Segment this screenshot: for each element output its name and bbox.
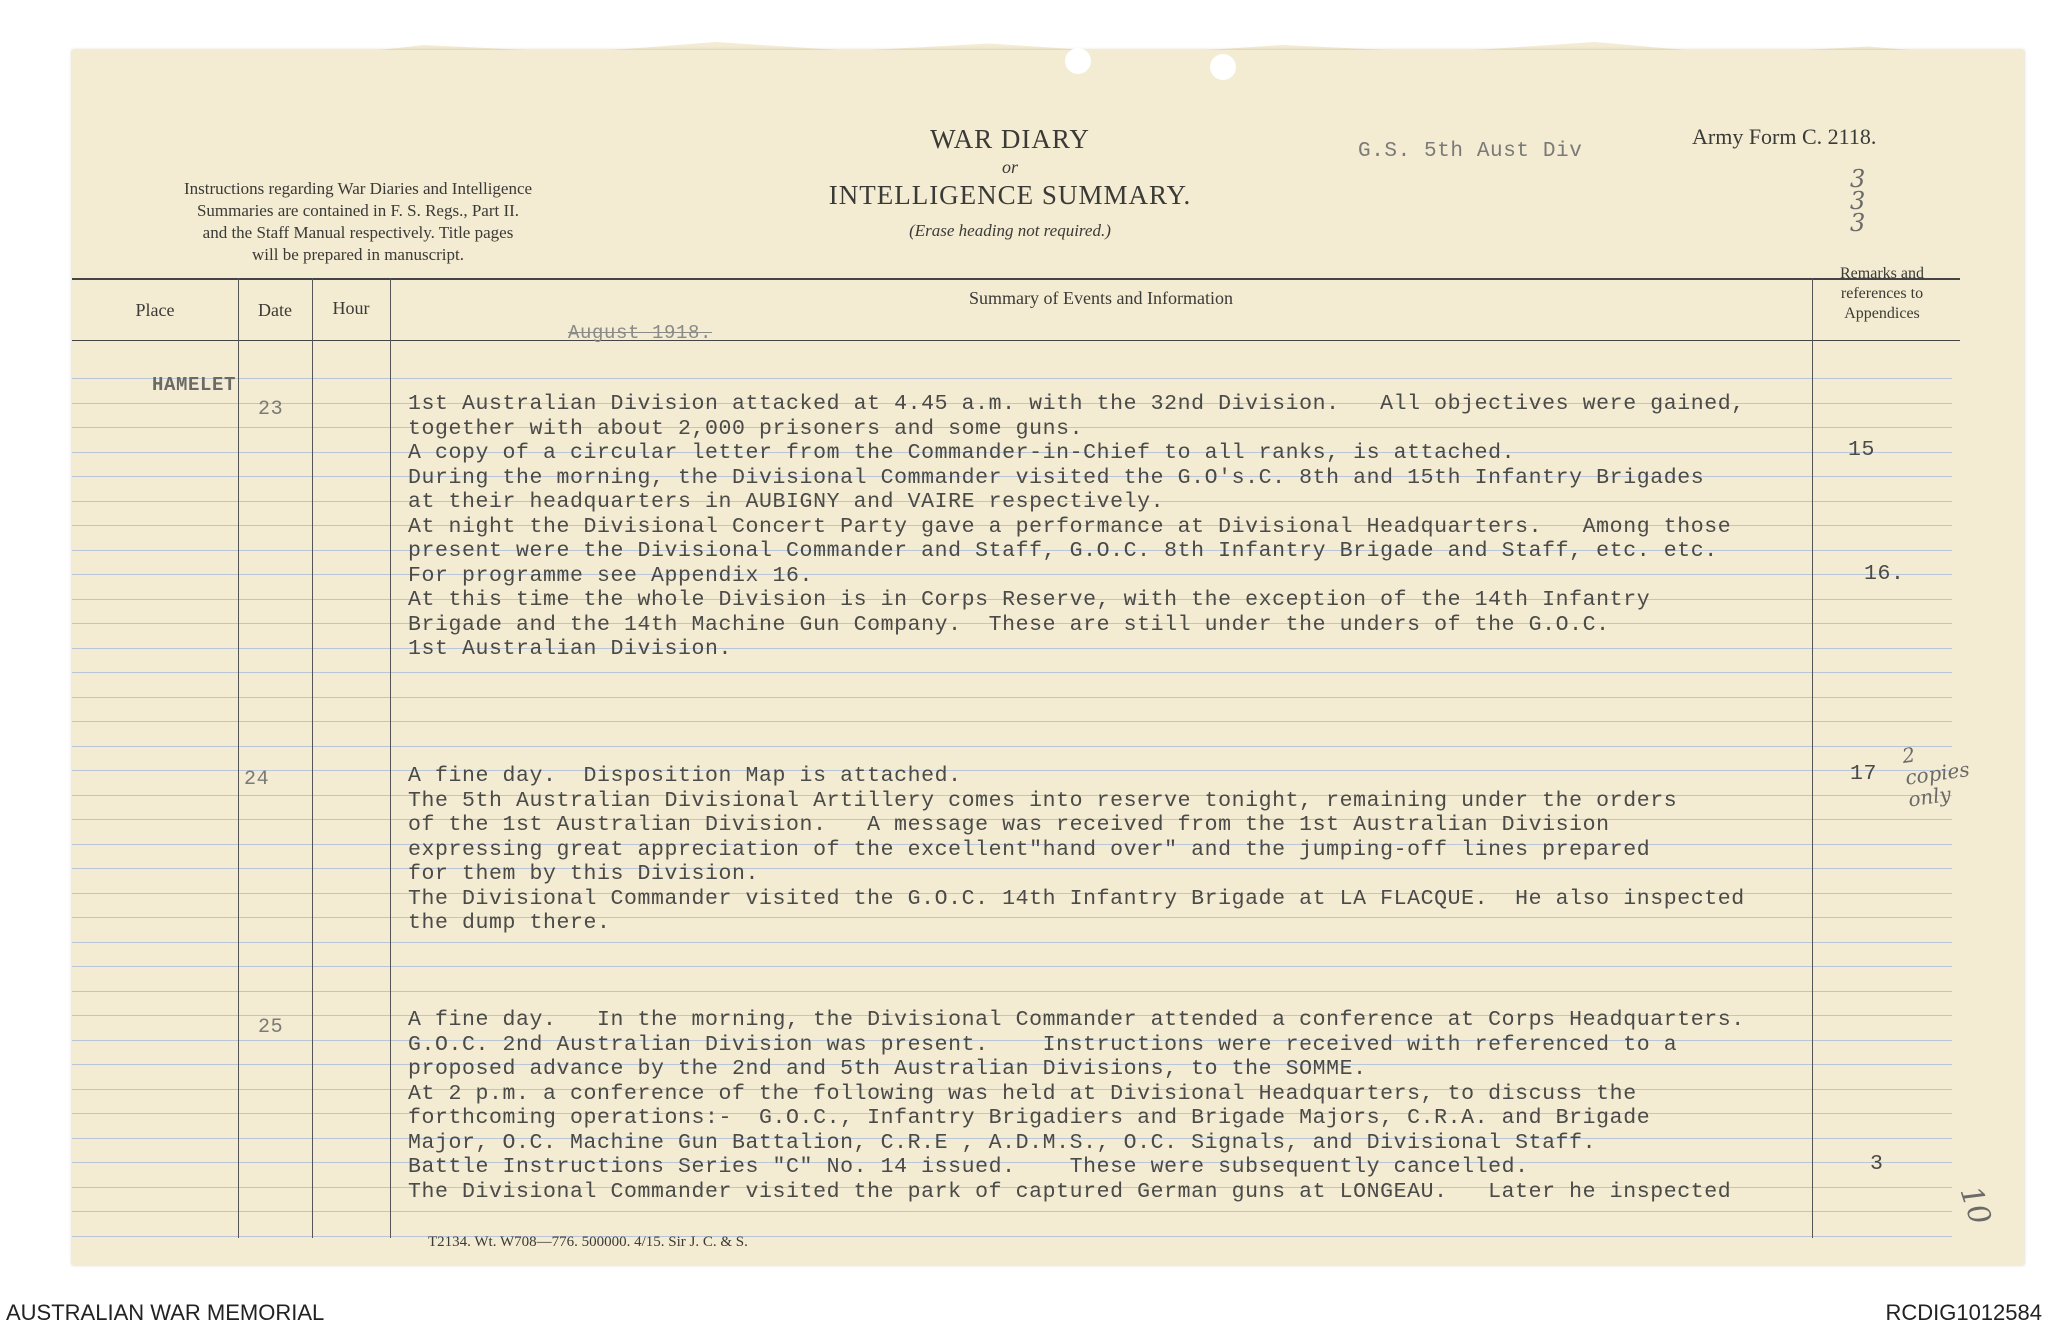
ruled-line bbox=[72, 378, 1952, 379]
instructions-line: Instructions regarding War Diaries and Intelligence bbox=[183, 179, 533, 198]
unit-stamp: G.S. 5th Aust Div bbox=[1358, 140, 1583, 163]
entry-line: proposed advance by the 2nd and 5th Australian Divisions, to the SOMME. bbox=[408, 1057, 1367, 1081]
entry-line: expressing great appreciation of the excellent"hand over" and the jumping-off lines prepared bbox=[408, 837, 1651, 862]
entry-line: 1st Australian Division attacked at 4.45 a.m. with the 32nd Division. All objectives were gained, bbox=[408, 392, 1745, 416]
entry-line: forthcoming operations:- G.O.C., Infantry Brigadiers and Brigade Majors, C.R.A. and Brigade bbox=[408, 1106, 1651, 1130]
entry-date: 25 bbox=[258, 1016, 284, 1039]
title-intelligence-summary: INTELLIGENCE SUMMARY. bbox=[828, 180, 1192, 210]
handwritten-note: 2 copies only bbox=[1900, 742, 1971, 812]
entry-line: The Divisional Commander visited the G.O.C. 14th Infantry Brigade at LA FLACQUE. He also inspected bbox=[408, 886, 1745, 911]
month-heading: August 1918. bbox=[568, 322, 713, 344]
page-mark: 3 3 3 bbox=[1850, 165, 1866, 237]
title-war-diary: WAR DIARY bbox=[930, 124, 1090, 154]
entry-line: G.O.C. 2nd Australian Division was present. Instructions were received with referenced to a bbox=[408, 1032, 1678, 1057]
ruled-line bbox=[72, 942, 1952, 943]
ruled-line bbox=[72, 746, 1952, 747]
ruled-line bbox=[72, 1236, 1952, 1237]
entry-line: During the morning, the Divisional Commander visited the G.O's.C. 8th and 15th Infantry Brigades bbox=[408, 465, 1705, 490]
ruled-line bbox=[72, 991, 1952, 992]
title-or: or bbox=[1001, 157, 1018, 177]
ruled-line bbox=[72, 721, 1952, 722]
punch-hole bbox=[1065, 48, 1091, 74]
entry-line: A fine day. In the morning, the Divisional Commander attended a conference at Corps Headquarters. bbox=[408, 1008, 1745, 1032]
appendix-reference: 16. bbox=[1864, 562, 1905, 586]
printer-imprint: T2134. Wt. W708—776. 500000. 4/15. Sir J. C. & S. bbox=[428, 1234, 748, 1250]
footer-source: AUSTRALIAN WAR MEMORIAL bbox=[6, 1300, 325, 1325]
entry-line: The 5th Australian Divisional Artillery comes into reserve tonight, remaining under the orders bbox=[408, 788, 1678, 813]
entry-line: The Divisional Commander visited the park of captured German guns at LONGEAU. Later he inspected bbox=[408, 1179, 1732, 1204]
ruled-line bbox=[72, 1211, 1952, 1212]
form-title bbox=[790, 124, 1230, 241]
handwritten-page-number: 10 bbox=[1952, 1181, 1998, 1230]
entry-line: At this time the whole Division is in Corps Reserve, with the exception of the 14th Infantry bbox=[408, 588, 1651, 612]
instructions-line: will be prepared in manuscript. bbox=[252, 245, 464, 264]
entry-line: the dump there. bbox=[408, 911, 611, 935]
remarks-header-line: Appendices bbox=[1844, 305, 1920, 322]
entry-body bbox=[408, 392, 1745, 662]
column-divider bbox=[312, 278, 313, 1238]
footer-catalogue-id: RCDIG1012584 bbox=[1885, 1300, 2042, 1325]
column-header-summary: Summary of Events and Information bbox=[969, 288, 1233, 308]
column-header-hour: Hour bbox=[332, 298, 370, 318]
entry-line: Brigade and the 14th Machine Gun Company. These are still under the unders of the G.O.C. bbox=[408, 612, 1610, 637]
entry-line: of the 1st Australian Division. A message was received from the 1st Australian Division bbox=[408, 813, 1610, 837]
column-divider bbox=[1812, 278, 1813, 1238]
entry-line: For programme see Appendix 16. bbox=[408, 563, 814, 588]
entry-line: Battle Instructions Series "C" No. 14 issued. These were subsequently cancelled. bbox=[408, 1155, 1529, 1179]
entry-line: together with about 2,000 prisoners and some guns. bbox=[408, 416, 1084, 441]
entry-body bbox=[408, 1008, 1745, 1204]
entry-line: A copy of a circular letter from the Commander-in-Chief to all ranks, is attached. bbox=[408, 441, 1516, 465]
entry-body bbox=[408, 764, 1745, 936]
erase-note: (Erase heading not required.) bbox=[909, 221, 1111, 240]
appendix-reference: 3 bbox=[1870, 1152, 1884, 1176]
remarks-header-line: references to bbox=[1840, 285, 1924, 302]
entry-date: 24 bbox=[244, 768, 270, 791]
instructions-line: Summaries are contained in F. S. Regs., Part II. bbox=[196, 201, 520, 220]
table-top-rule bbox=[72, 278, 1960, 280]
entry-line: 1st Australian Division. bbox=[408, 637, 733, 661]
column-divider bbox=[238, 278, 239, 1238]
ruled-line bbox=[72, 672, 1952, 673]
entry-line: for them by this Division. bbox=[408, 862, 760, 886]
appendix-reference: 17 bbox=[1850, 762, 1878, 786]
entry-place: HAMELET bbox=[152, 374, 237, 396]
table-header-rule bbox=[72, 340, 1960, 341]
entry-line: Major, O.C. Machine Gun Battalion, C.R.E , A.D.M.S., O.C. Signals, and Divisional Staff. bbox=[408, 1130, 1597, 1155]
column-header-place: Place bbox=[135, 300, 175, 320]
column-divider bbox=[390, 278, 391, 1238]
entry-line: at their headquarters in AUBIGNY and VAIRE respectively. bbox=[408, 490, 1165, 514]
punch-hole bbox=[1210, 54, 1236, 80]
entry-line: A fine day. Disposition Map is attached. bbox=[408, 764, 962, 788]
entry-line: present were the Divisional Commander and Staff, G.O.C. 8th Infantry Brigade and Staff, etc. etc. bbox=[408, 539, 1718, 563]
appendix-reference: 15 bbox=[1848, 438, 1876, 462]
column-header-date: Date bbox=[258, 300, 292, 320]
column-header-remarks bbox=[1812, 264, 1952, 324]
army-form-number: Army Form C. 2118. bbox=[1692, 124, 1877, 149]
ruled-line bbox=[72, 966, 1952, 967]
instructions-note bbox=[118, 178, 598, 266]
entry-line: At 2 p.m. a conference of the following was held at Divisional Headquarters, to discuss the bbox=[408, 1081, 1637, 1106]
entry-date: 23 bbox=[258, 398, 284, 421]
ruled-line bbox=[72, 697, 1952, 698]
instructions-line: and the Staff Manual respectively. Title pages bbox=[202, 223, 514, 242]
remarks-header-line: Remarks and bbox=[1840, 265, 1924, 282]
entry-line: At night the Divisional Concert Party gave a performance at Divisional Headquarters. Among those bbox=[408, 514, 1732, 539]
